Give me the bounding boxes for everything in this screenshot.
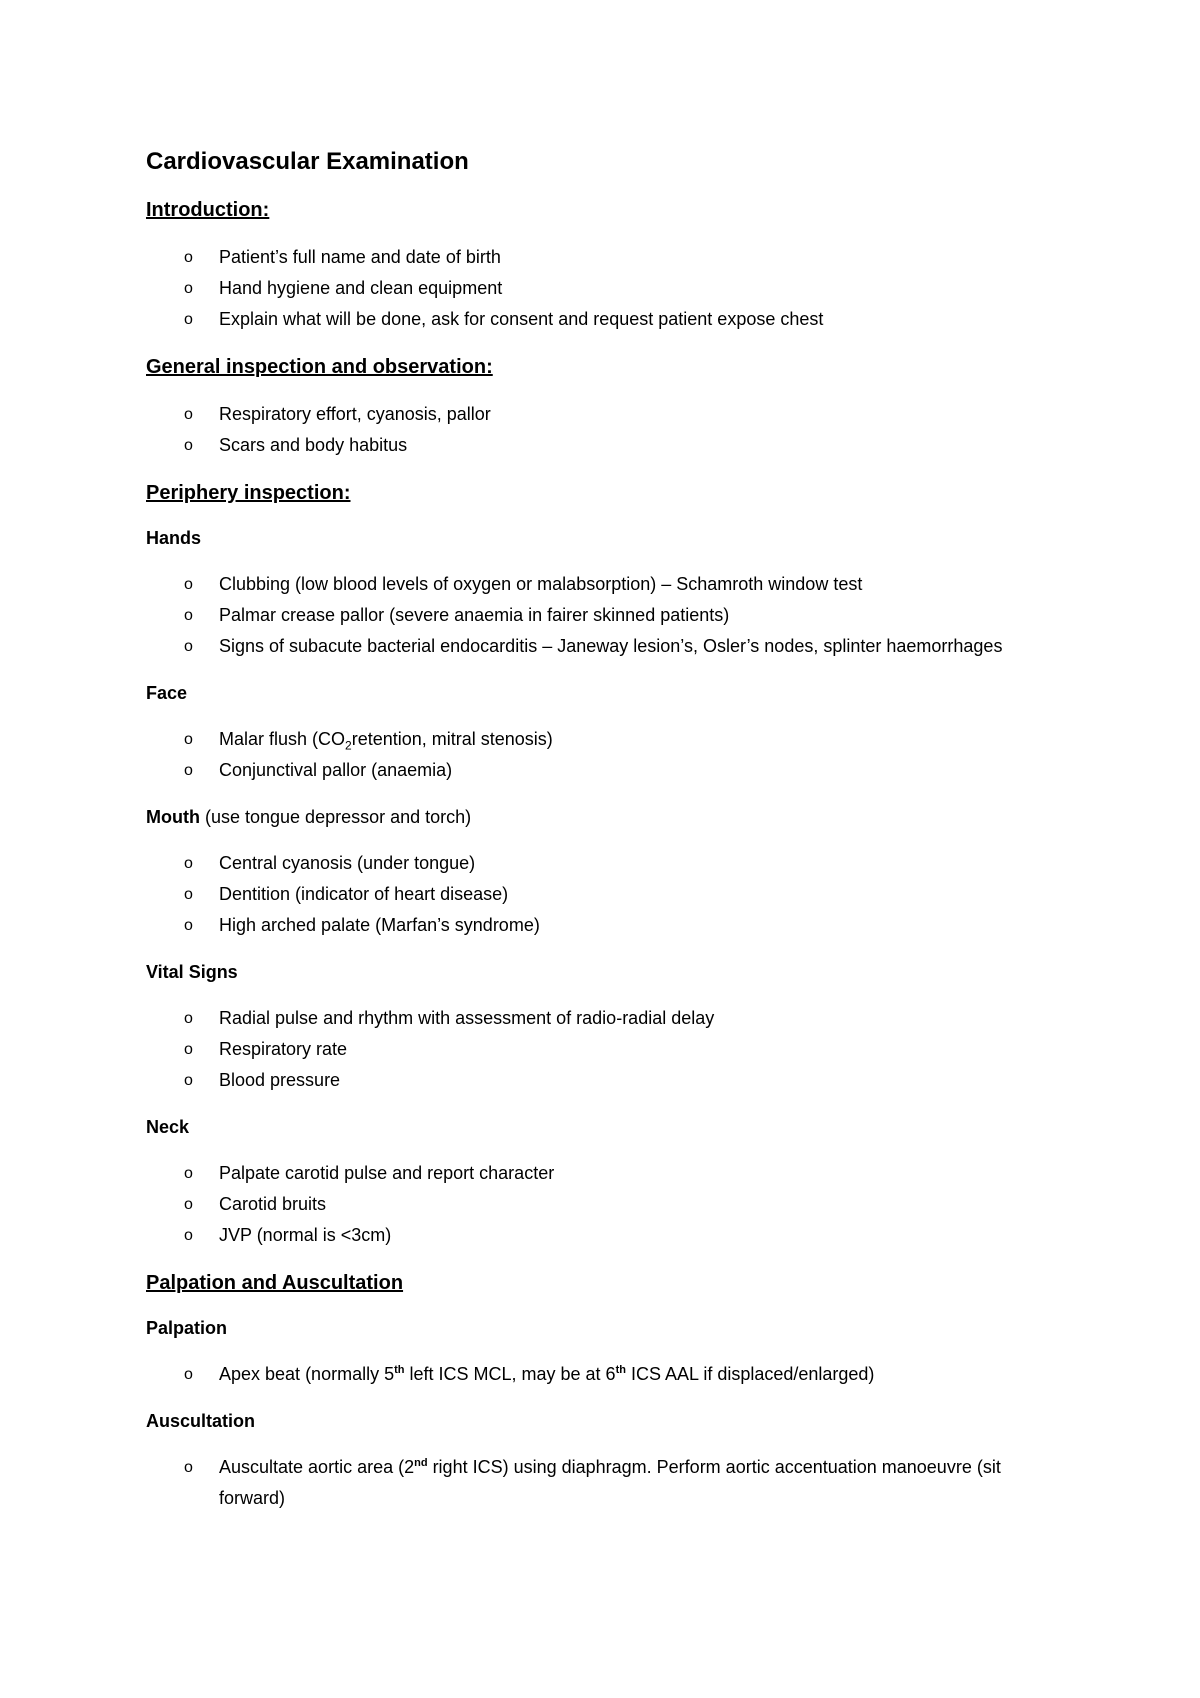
list-item [146,879,1046,910]
list-item-text: Explain what will be done, ask for consent and request patient expose chest [219,309,824,329]
list-item [146,273,1046,304]
mouth-subheading [146,804,1046,830]
list-item-text: Palmar crease pallor (severe anaemia in fairer skinned patients) [219,605,730,625]
general-inspection-list [146,399,1046,461]
list-item [146,1452,1046,1514]
bullet-marker: o [184,607,193,624]
list-item-text: Blood pressure [219,1070,341,1090]
list-item-text: Respiratory effort, cyanosis, pallor [219,404,491,424]
list-item-text: Conjunctival pallor (anaemia) [219,760,453,780]
vital-signs-label: Vital Signs [146,962,238,982]
list-item-text: Central cyanosis (under tongue) [219,853,476,873]
page-title: Cardiovascular Examination [146,148,469,175]
list-item [146,1189,1046,1220]
neck-list [146,1158,1046,1251]
list-item [146,399,1046,430]
bullet-marker: o [184,1227,193,1244]
list-item-text: JVP (normal is <3cm) [219,1225,392,1245]
list-item [146,304,1046,335]
face-label: Face [146,683,188,703]
neck-subheading [146,1114,1046,1140]
bullet-marker: o [184,437,193,454]
bullet-marker: o [184,1072,193,1089]
bullet-marker: o [184,1366,193,1383]
apex-text-1: Apex beat (normally 5 [219,1364,395,1384]
aortic-text-1: Auscultate aortic area (2 [219,1457,415,1477]
mouth-list [146,848,1046,941]
document-page [146,146,1046,1532]
malar-text-end: retention, mitral stenosis) [351,729,553,749]
bullet-marker: o [184,1165,193,1182]
list-item [146,569,1046,600]
ordinal-suffix: th [615,1364,626,1376]
list-item-text: Scars and body habitus [219,435,408,455]
apex-text-2: left ICS MCL, may be at 6 [404,1364,616,1384]
auscultation-list [146,1452,1046,1514]
ordinal-suffix: th [394,1364,405,1376]
malar-text-start: Malar flush (CO [219,729,346,749]
auscultation-label: Auscultation [146,1411,256,1431]
apex-text-3: ICS AAL if displaced/enlarged) [625,1364,875,1384]
neck-label: Neck [146,1117,190,1137]
face-list [146,724,1046,786]
list-item [146,1158,1046,1189]
palpation-label: Palpation [146,1318,228,1338]
list-item [146,910,1046,941]
mouth-label: Mouth [146,807,200,827]
list-item [146,1034,1046,1065]
palpation-list [146,1359,1046,1390]
list-item-text: Hand hygiene and clean equipment [219,278,503,298]
list-item-text: Clubbing (low blood levels of oxygen or malabsorption) – Schamroth window test [219,574,863,594]
vital-signs-subheading [146,959,1046,985]
introduction-heading: Introduction: [146,199,270,221]
list-item [146,242,1046,273]
face-subheading [146,680,1046,706]
list-item-text: Carotid bruits [219,1194,327,1214]
bullet-marker: o [184,855,193,872]
list-item-text: Respiratory rate [219,1039,348,1059]
bullet-marker: o [184,731,193,748]
introduction-list [146,242,1046,335]
bullet-marker: o [184,249,193,266]
subscript-two: 2 [345,738,352,753]
aortic-text-2: right ICS) using diaphragm. Perform aortic accentuation manoeuvre (sit forward) [219,1457,1001,1508]
general-inspection-heading: General inspection and observation: [146,356,493,378]
hands-subheading [146,525,1046,551]
bullet-marker: o [184,311,193,328]
list-item [146,1003,1046,1034]
list-item [146,1359,1046,1390]
list-item [146,848,1046,879]
hands-list [146,569,1046,662]
auscultation-subheading [146,1408,1046,1434]
palpation-auscultation-heading: Palpation and Auscultation [146,1272,404,1294]
bullet-marker: o [184,280,193,297]
bullet-marker: o [184,886,193,903]
list-item-text: Palpate carotid pulse and report character [219,1163,555,1183]
palpation-subheading [146,1315,1046,1341]
bullet-marker: o [184,1196,193,1213]
list-item [146,430,1046,461]
vital-signs-list [146,1003,1046,1096]
list-item-text: Radial pulse and rhythm with assessment of radio-radial delay [219,1008,715,1028]
periphery-inspection-heading: Periphery inspection: [146,482,351,504]
list-item-text: High arched palate (Marfan’s syndrome) [219,915,540,935]
list-item [146,600,1046,631]
list-item [146,755,1046,786]
bullet-marker: o [184,1041,193,1058]
mouth-note: (use tongue depressor and torch) [199,807,472,827]
list-item-text: Dentition (indicator of heart disease) [219,884,509,904]
list-item [146,631,1046,662]
bullet-marker: o [184,1459,193,1476]
bullet-marker: o [184,1010,193,1027]
list-item-text: Signs of subacute bacterial endocarditis – Janeway lesion’s, Osler’s nodes, splinter haemorrhages [219,636,1003,656]
list-item-text: Patient’s full name and date of birth [219,247,501,267]
bullet-marker: o [184,576,193,593]
list-item [146,724,1046,755]
ordinal-suffix: nd [414,1457,428,1469]
hands-label: Hands [146,528,202,548]
list-item [146,1220,1046,1251]
list-item [146,1065,1046,1096]
bullet-marker: o [184,917,193,934]
bullet-marker: o [184,762,193,779]
bullet-marker: o [184,638,193,655]
bullet-marker: o [184,406,193,423]
